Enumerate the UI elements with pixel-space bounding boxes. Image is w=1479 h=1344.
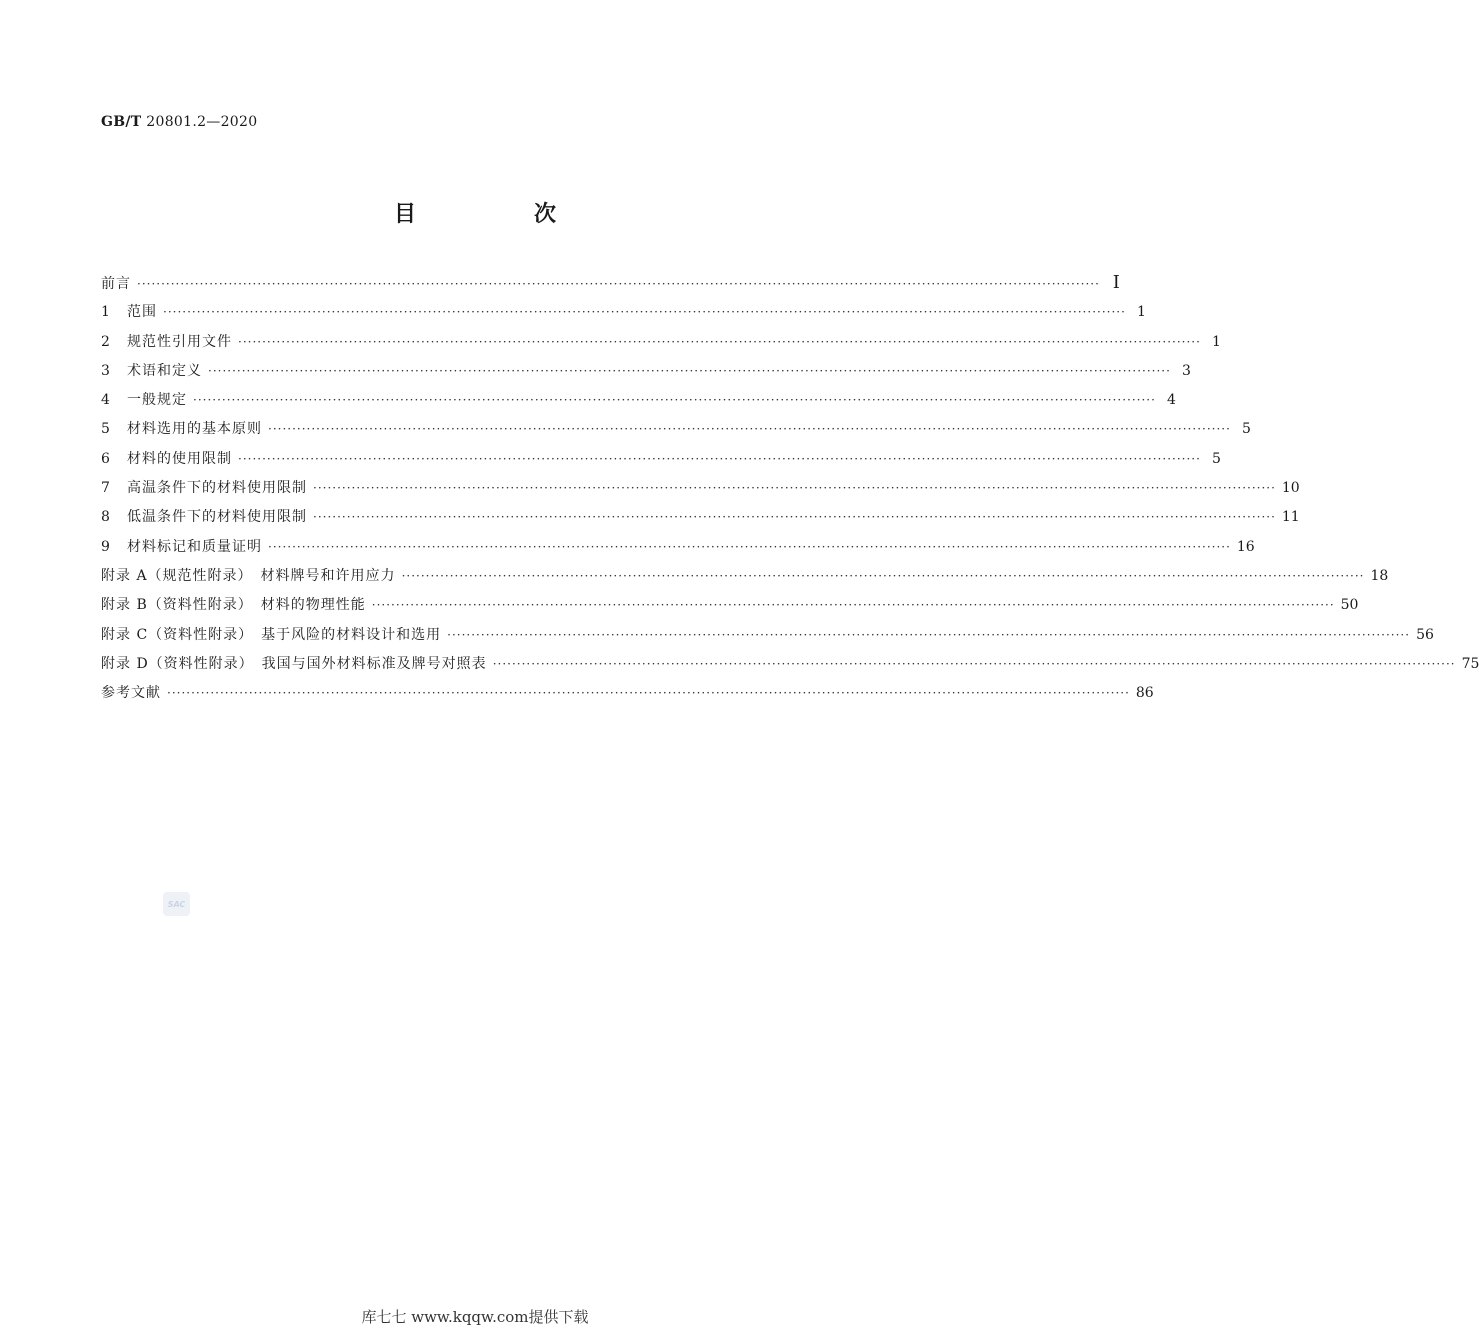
toc-entry-page: 18 — [1370, 567, 1389, 584]
toc-entry-label: 高温条件下的材料使用限制 — [127, 480, 307, 497]
toc-entry-page: 86 — [1135, 685, 1154, 702]
toc-entry[interactable] — [101, 448, 1221, 477]
toc-entry-page: 4 — [1166, 392, 1176, 409]
toc-entry-label: 范围 — [127, 304, 157, 321]
toc-entry-page: 16 — [1236, 538, 1255, 555]
toc-entry-label: 附录 D（资料性附录） 我国与国外材料标准及牌号对照表 — [101, 655, 487, 672]
toc-entry-label: 前言 — [101, 276, 131, 292]
toc-dot-leader: ········································································································································································································ — [371, 598, 1335, 613]
toc-entry-number: 4 — [101, 392, 110, 409]
toc-entry-label: 术语和定义 — [127, 362, 202, 379]
toc-dot-leader: ········································································································································································································ — [167, 686, 1130, 701]
toc-entry-page: 11 — [1281, 509, 1300, 526]
toc-entry[interactable] — [101, 418, 1251, 447]
toc-dot-leader: ········································································································································································································ — [163, 305, 1126, 320]
table-of-contents — [101, 272, 1479, 711]
toc-entry-label: 参考文献 — [101, 685, 161, 702]
standard-code — [101, 114, 257, 130]
toc-entry[interactable] — [101, 360, 1191, 389]
download-footer: 库七七 www.kqqw.com提供下载 — [361, 1308, 589, 1326]
toc-dot-leader: ········································································································································································································ — [208, 363, 1171, 378]
toc-entry-number: 3 — [101, 362, 110, 379]
toc-entry-label: 规范性引用文件 — [127, 333, 232, 350]
toc-entry-label: 附录 B（资料性附录） 材料的物理性能 — [101, 597, 366, 614]
toc-entry-number: 8 — [101, 509, 110, 526]
toc-dot-leader: ········································································································································································································ — [238, 451, 1201, 466]
toc-dot-leader: ········································································································································································································ — [268, 422, 1231, 437]
toc-dot-leader: ········································································································································································································ — [193, 393, 1156, 408]
toc-entry-number: 5 — [101, 421, 110, 438]
toc-entry[interactable] — [101, 389, 1176, 418]
toc-dot-leader: ········································································································································································································ — [492, 656, 1456, 671]
page-title: 目 次 — [393, 202, 604, 227]
standard-prefix: GB/T — [101, 114, 142, 130]
toc-entry[interactable] — [101, 594, 1359, 623]
toc-entry[interactable] — [101, 653, 1479, 682]
sac-logo — [163, 892, 190, 916]
toc-entry[interactable] — [101, 272, 1120, 301]
toc-entry-page: 3 — [1181, 362, 1191, 379]
toc-entry-label: 附录 A（规范性附录） 材料牌号和许用应力 — [101, 567, 396, 584]
sac-logo-text: SAC — [167, 899, 186, 909]
toc-entry-label: 材料标记和质量证明 — [127, 538, 262, 555]
toc-entry-label: 附录 C（资料性附录） 基于风险的材料设计和选用 — [101, 626, 442, 643]
toc-entry-label: 材料的使用限制 — [127, 450, 232, 467]
toc-entry-page: 10 — [1281, 480, 1300, 497]
toc-entry-number: 2 — [101, 333, 110, 350]
toc-entry-page: 5 — [1211, 450, 1221, 467]
toc-entry[interactable] — [101, 477, 1300, 506]
toc-entry-page: 50 — [1340, 597, 1359, 614]
toc-entry[interactable] — [101, 682, 1154, 711]
toc-entry-label: 低温条件下的材料使用限制 — [127, 509, 307, 526]
toc-entry[interactable] — [101, 536, 1255, 565]
toc-dot-leader: ········································································································································································································ — [313, 481, 1276, 496]
toc-entry-page: 75 — [1461, 655, 1479, 672]
toc-entry-label: 一般规定 — [127, 392, 187, 409]
toc-entry[interactable] — [101, 301, 1146, 330]
toc-entry-page: 1 — [1136, 304, 1146, 321]
toc-entry-number: 6 — [101, 450, 110, 467]
toc-dot-leader: ········································································································································································································ — [137, 277, 1100, 291]
toc-entry-page: 5 — [1241, 421, 1251, 438]
toc-dot-leader: ········································································································································································································ — [268, 539, 1231, 554]
toc-dot-leader: ········································································································································································································ — [313, 510, 1276, 525]
toc-entry[interactable] — [101, 624, 1434, 653]
toc-entry[interactable] — [101, 565, 1389, 594]
standard-number: 20801.2—2020 — [146, 114, 258, 130]
toc-dot-leader: ········································································································································································································ — [401, 568, 1365, 583]
toc-entry-label: 材料选用的基本原则 — [127, 421, 262, 438]
toc-entry-page: 56 — [1416, 626, 1434, 643]
toc-dot-leader: ········································································································································································································ — [447, 627, 1411, 642]
toc-entry-number: 1 — [101, 304, 110, 321]
toc-entry-page: I — [1112, 272, 1120, 293]
toc-entry[interactable] — [101, 331, 1221, 360]
toc-entry-number: 9 — [101, 538, 110, 555]
toc-dot-leader: ········································································································································································································ — [238, 334, 1201, 349]
toc-entry[interactable] — [101, 506, 1300, 535]
toc-entry-number: 7 — [101, 480, 110, 497]
toc-entry-page: 1 — [1211, 333, 1221, 350]
